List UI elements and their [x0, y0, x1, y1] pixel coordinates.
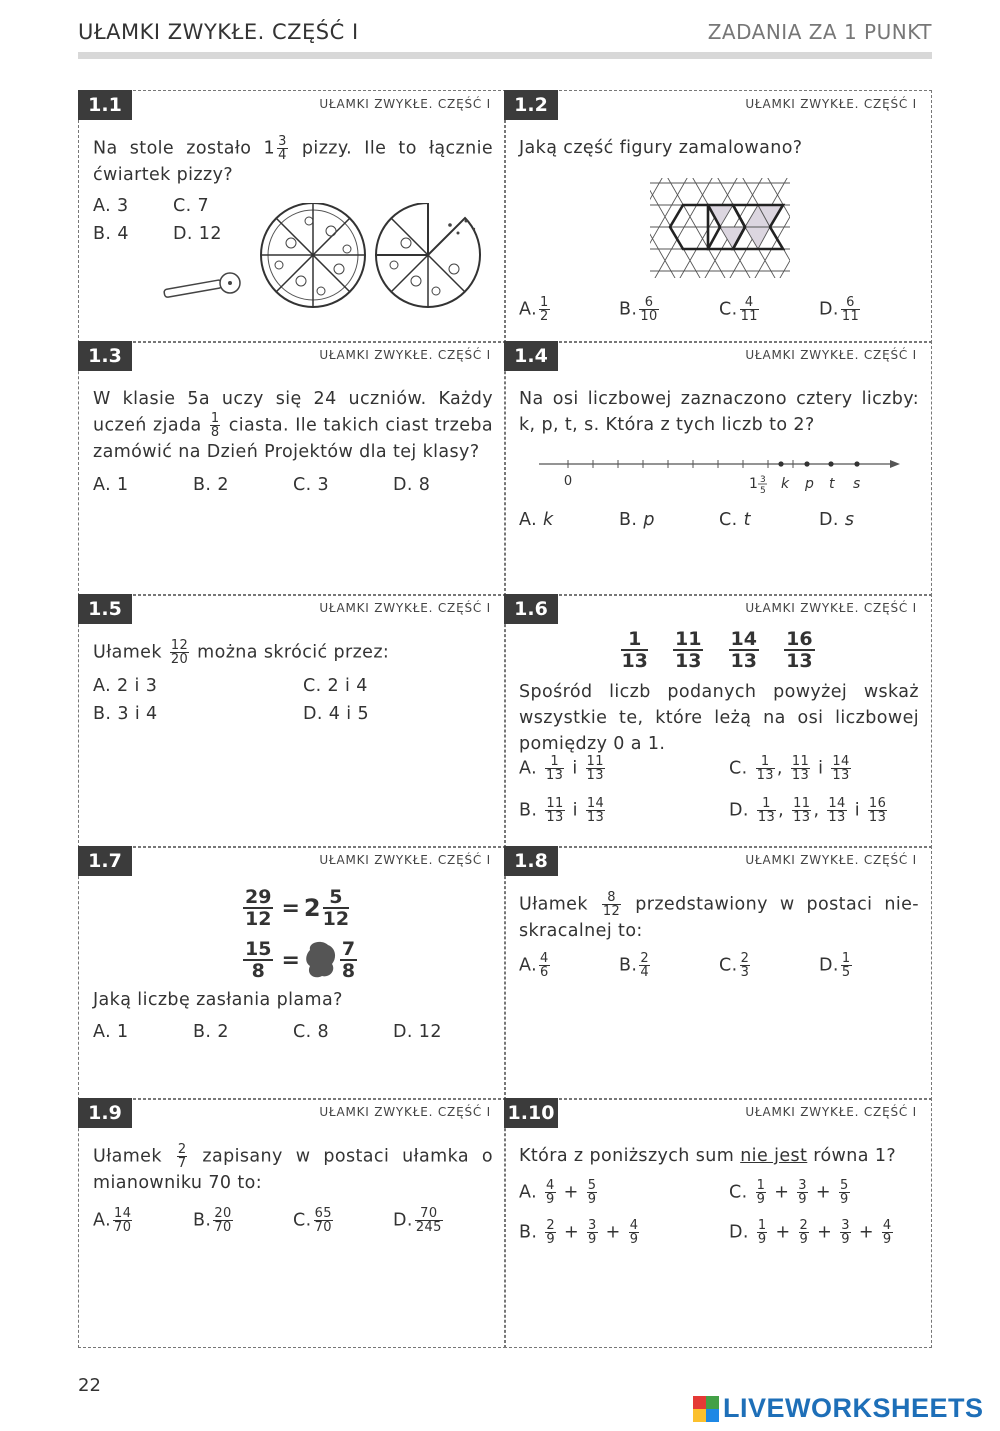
answer-c[interactable]: C. $\frac{2}{3}$: [719, 951, 750, 980]
answer-a[interactable]: A. $\frac{4}{9}$ + $\frac{5}{9}$: [519, 1178, 597, 1207]
answer-b[interactable]: B. 4: [93, 224, 129, 244]
answer-c[interactable]: C. $\frac{1}{9}$ + $\frac{3}{9}$ + $\frac{5}{9}$: [729, 1178, 849, 1207]
fraction: $\frac{4}{11}$: [740, 295, 758, 324]
task-question: Ułamek $\frac{8}{12}$ przedstawiony w postaci nie-skracalnej to:: [519, 890, 919, 941]
answer-d[interactable]: D. $\frac{1}{5}$: [819, 951, 851, 980]
task-number: 1.2: [504, 90, 558, 120]
task-question: Ułamek $\frac{2}{7}$ zapisany w postaci ułamka o mianowniku 70 to:: [93, 1142, 493, 1193]
answer-d[interactable]: D. $\frac{1}{9}$ + $\frac{2}{9}$ + $\frac{3}{9}$ + $\frac{4}{9}$: [729, 1218, 892, 1247]
task-tag: UŁAMKI ZWYKŁE. CZĘŚĆ I: [319, 1105, 491, 1119]
task-number: 1.1: [78, 90, 132, 120]
axis-label-whole: 1: [749, 476, 758, 492]
fraction: $\frac{12}{20}$: [170, 638, 189, 667]
task-1-3: [78, 341, 506, 596]
axis-label-zero: 0: [563, 474, 573, 489]
point-k: k: [781, 476, 790, 492]
section-title: ZADANIA ZA 1 PUNKT: [707, 20, 932, 44]
answer-d[interactable]: D. 12: [393, 1022, 442, 1042]
answer-a[interactable]: A. $\frac{14}{70}$: [93, 1206, 132, 1235]
fraction-list: $\frac{1}{13}$ $\frac{11}{13}$ $\frac{14}{13}$ $\frac{16}{13}$: [621, 628, 813, 672]
point-p: p: [805, 476, 814, 492]
answer-b[interactable]: B. $\frac{6}{10}$: [619, 295, 658, 324]
number-line: [535, 452, 905, 494]
task-question: [93, 135, 493, 188]
task-tag: UŁAMKI ZWYKŁE. CZĘŚĆ I: [745, 1105, 917, 1119]
pizza-cutter-icon: [164, 273, 240, 298]
chapter-title: UŁAMKI ZWYKŁE. CZĘŚĆ I: [78, 20, 359, 44]
task-tag: UŁAMKI ZWYKŁE. CZĘŚĆ I: [319, 97, 491, 111]
axis-label-den: 5: [760, 486, 766, 494]
answer-d[interactable]: D. s: [819, 510, 855, 530]
task-1-10: [504, 1098, 932, 1348]
task-number: 1.5: [78, 594, 132, 624]
point-t: t: [829, 476, 835, 492]
question-text: pizzy. Ile to łącznie ćwiartek pizzy?: [93, 138, 493, 185]
answer-d[interactable]: D. 8: [393, 475, 431, 495]
answer-c[interactable]: C. 2 i 4: [303, 676, 368, 696]
answer-a[interactable]: A. $\frac{4}{6}$: [519, 951, 549, 980]
task-question: Ułamek $\frac{12}{20}$ można skrócić przez:: [93, 638, 390, 667]
task-question: Jaką liczbę zasłania plama?: [93, 990, 343, 1010]
answer-c[interactable]: C. $\frac{65}{70}$: [293, 1206, 332, 1235]
question-text: Na stole zostało 1: [93, 138, 276, 159]
task-number: 1.7: [78, 846, 132, 876]
task-tag: UŁAMKI ZWYKŁE. CZĘŚĆ I: [745, 97, 917, 111]
fraction: $\frac{8}{12}$: [602, 890, 621, 919]
answer-d[interactable]: D. 12: [173, 224, 222, 244]
fraction: $\frac{6}{10}$: [640, 295, 658, 324]
task-tag: UŁAMKI ZWYKŁE. CZĘŚĆ I: [745, 348, 917, 362]
task-1-1: [78, 90, 506, 343]
task-question: Na osi liczbowej zaznaczono cztery liczby: k, p, t, s. Która z tych liczb to 2?: [519, 389, 919, 435]
answer-b[interactable]: B. 3 i 4: [93, 704, 158, 724]
answer-b[interactable]: B. 2: [193, 475, 229, 495]
task-tag: UŁAMKI ZWYKŁE. CZĘŚĆ I: [745, 853, 917, 867]
ink-blot-icon: [304, 940, 338, 980]
fraction: $\frac{3}{4}$: [278, 134, 287, 163]
task-tag: UŁAMKI ZWYKŁE. CZĘŚĆ I: [745, 601, 917, 615]
task-number: 1.9: [78, 1098, 132, 1128]
brand-name: LIVEWORKSHEETS: [723, 1393, 984, 1423]
liveworksheets-brand: [693, 1393, 984, 1424]
task-grid: [78, 90, 932, 1348]
pizza-illustration: [161, 203, 491, 311]
task-1-4: [504, 341, 932, 596]
task-number: 1.6: [504, 594, 558, 624]
answer-a[interactable]: A. $\frac{1}{2}$: [519, 295, 549, 324]
answer-b[interactable]: B. 2: [193, 1022, 229, 1042]
answer-d[interactable]: D. $\frac{1}{13}$ , $\frac{11}{13}$ , $\frac{14}{13}$ i $\frac{16}{13}$: [729, 796, 887, 825]
answer-b[interactable]: B. $\frac{20}{70}$: [193, 1206, 232, 1235]
task-tag: UŁAMKI ZWYKŁE. CZĘŚĆ I: [319, 853, 491, 867]
task-number: 1.8: [504, 846, 558, 876]
fraction: $\frac{1}{2}$: [540, 295, 549, 324]
task-1-9: [78, 1098, 506, 1348]
answer-a[interactable]: A. 1: [93, 475, 129, 495]
task-1-8: [504, 846, 932, 1100]
task-question: Jaką część figury zamalowano?: [519, 138, 803, 158]
task-tag: UŁAMKI ZWYKŁE. CZĘŚĆ I: [319, 601, 491, 615]
task-1-6: [504, 594, 932, 848]
answer-c[interactable]: C. t: [719, 510, 751, 530]
partial-pizza-icon: [376, 203, 480, 307]
task-1-5: [78, 594, 506, 848]
fraction: $\frac{6}{11}$: [841, 295, 860, 324]
answer-a[interactable]: A. 2 i 3: [93, 676, 158, 696]
page-number: 22: [78, 1375, 101, 1396]
whole-pizza-icon: [261, 203, 365, 307]
task-question: [93, 386, 493, 465]
task-question: Która z poniższych sum nie jest równa 1?: [519, 1146, 897, 1166]
triangle-grid-figure: [645, 173, 795, 283]
answer-a[interactable]: A. $\frac{1}{13}$ i $\frac{11}{13}$: [519, 754, 604, 783]
task-question: Spośród liczb podanych powyżej wskaż wszystkie te, które leżą na osi liczbowej pomiędzy 0 a 1.: [519, 682, 919, 754]
fraction: $\frac{2}{7}$: [177, 1142, 187, 1171]
equation-2: $\frac{15}{8}$ = 7 8: [245, 938, 356, 982]
task-1-2: [504, 90, 932, 343]
answer-a[interactable]: A. k: [519, 510, 554, 530]
answer-b[interactable]: B. $\frac{2}{9}$ + $\frac{3}{9}$ + $\frac{4}{9}$: [519, 1218, 639, 1247]
task-tag: UŁAMKI ZWYKŁE. CZĘŚĆ I: [319, 348, 491, 362]
question-text: W klasie 5a uczy się 24 uczniów. Każdy uczeń zjada: [93, 389, 493, 436]
answer-d[interactable]: D. 4 i 5: [303, 704, 370, 724]
answer-a[interactable]: A. 3: [93, 196, 129, 216]
answer-b[interactable]: B. $\frac{2}{4}$: [619, 951, 650, 980]
answer-b[interactable]: B. $\frac{11}{13}$ i $\frac{14}{13}$: [519, 796, 605, 825]
task-1-7: [78, 846, 506, 1100]
answer-c[interactable]: C. 7: [173, 196, 210, 216]
answer-c[interactable]: C. $\frac{4}{11}$: [719, 295, 758, 324]
answer-b[interactable]: B. p: [619, 510, 655, 530]
point-s: s: [853, 476, 861, 492]
question-text: ciasta. Ile takich ciast trzeba zamówić na Dzień Projektów dla tej klasy?: [93, 415, 493, 462]
answer-c[interactable]: C. 8: [293, 1022, 330, 1042]
task-number: 1.3: [78, 341, 132, 371]
answer-d[interactable]: D. $\frac{70}{245}$: [393, 1206, 442, 1235]
task-number: 1.4: [504, 341, 558, 371]
equation-1: $\frac{29}{12}$ = 2 5 12: [245, 886, 350, 930]
answer-a[interactable]: A. 1: [93, 1022, 129, 1042]
answer-d[interactable]: D. $\frac{6}{11}$: [819, 295, 860, 324]
fraction: $\frac{1}{8}$: [210, 411, 220, 440]
axis-label-num: 3: [760, 475, 766, 485]
answer-c[interactable]: C. $\frac{1}{13}$ , $\frac{11}{13}$ i $\frac{14}{13}$: [729, 754, 850, 783]
liveworksheets-logo-icon: [693, 1396, 719, 1422]
answer-c[interactable]: C. 3: [293, 475, 330, 495]
task-number: 1.10: [504, 1098, 558, 1128]
header-divider: [78, 52, 932, 59]
